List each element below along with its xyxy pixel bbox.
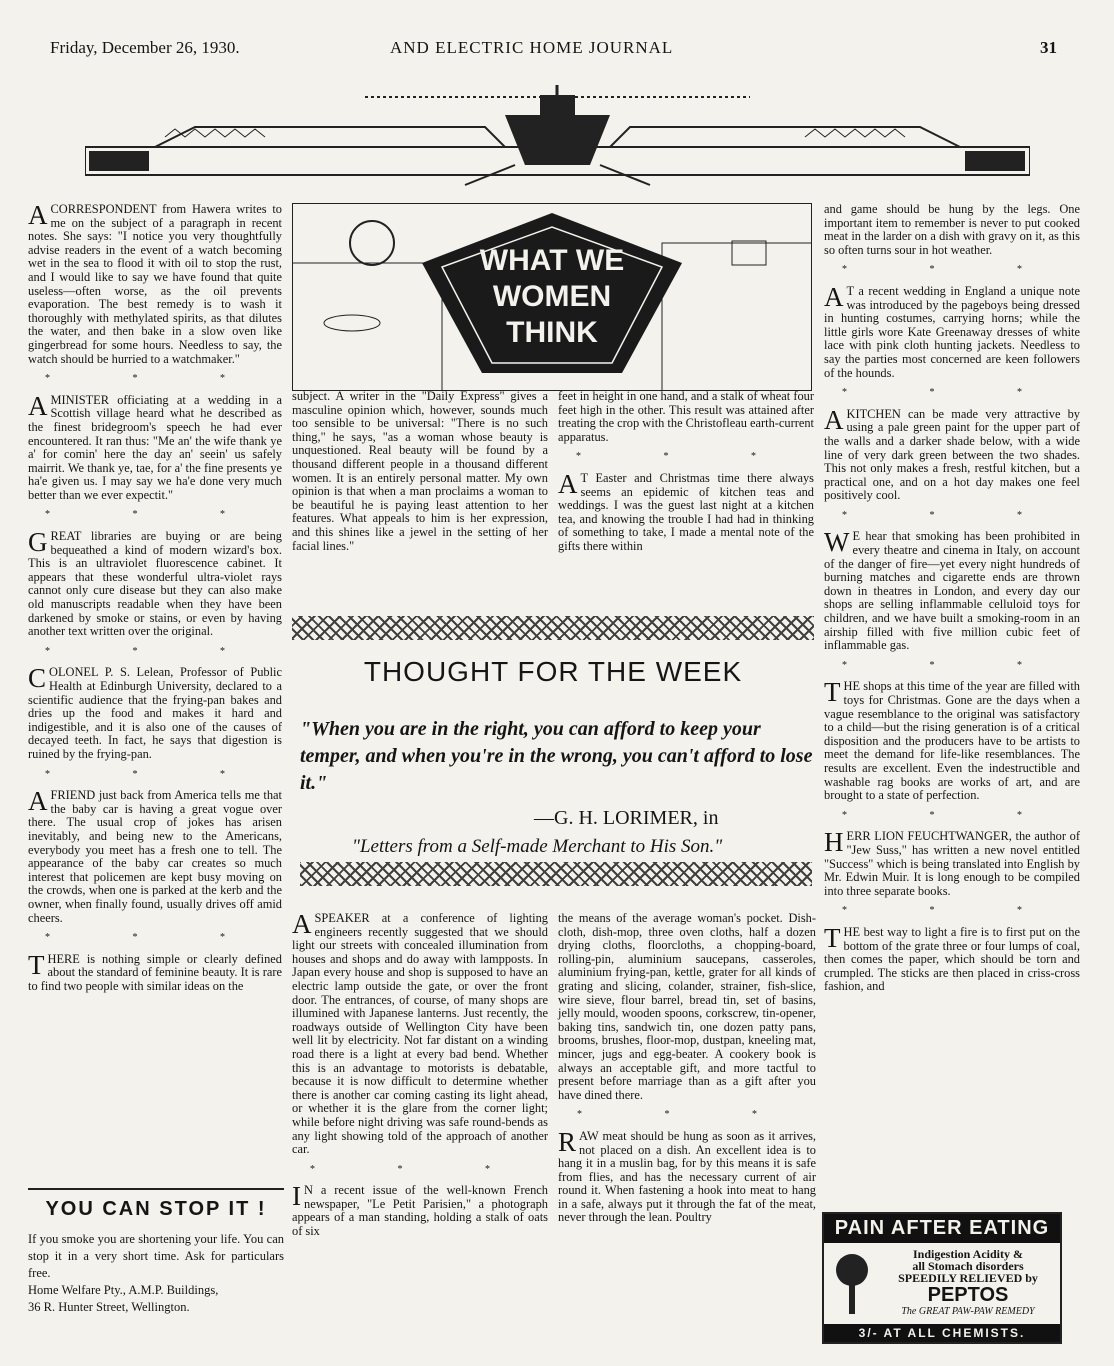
separator-stars: * * * [45,768,265,780]
drop-cap: A [558,468,578,499]
drop-cap: G [28,527,48,558]
article-smoking-italy: E hear that smoking has been prohibited in every theatre and cinema in Italy, on account of the danger of fire—yet every night hundreds of burning matches and cigarette ends are thrown down in theatres in London, and every day our shops are selling inflammable celluloid toys for children, and we have built a smoking-room in an airship filled with five million cubic feet of inflammable gas. [824,529,1080,653]
ad-peptos-title: PAIN AFTER EATING [824,1214,1060,1243]
separator-stars: * * * [842,659,1062,671]
drop-cap: I [292,1181,301,1212]
banner-title [442,243,662,351]
ad-tagline: The GREAT PAW-PAW REMEDY [901,1306,1035,1317]
drop-cap: W [824,527,850,558]
mid-column-2-top [558,390,814,558]
separator-stars: * * * [45,509,265,521]
drop-cap: A [28,786,48,817]
ad-brand: PEPTOS [927,1284,1009,1306]
drop-cap: A [824,404,844,435]
article-kitchen-teas: T Easter and Christmas time there always seems an epidemic of kitchen teas and weddings. I was the guest last night at a kitchen tea, and knowing the trouble I had had in thinking of something to take, I made a mental note of the gifts there within [558,470,814,553]
article-hunting-wedding: T a recent wedding in England a unique note was introduced by the pageboys being dressed in hunting costumes, carrying horns; while the little girls wore Kate Greenaway dresses of white lace with pink cloth hunting jackets. Needless to say the parties most concerned are keen followers of the hounds. [824,283,1080,380]
article-baby-car: FRIEND just back from America tells me that the baby car is having a great vogue over there. The usual crop of jokes has arisen inevitably, and being new to the Americans, everybody you meet has a fresh one to tell. The appearance of the baby car creates so much interest that policemen are kept busy moving on the crowds, when one is parked at the kerb and the owner, when finally found, usually drives off amid cheers. [28,788,282,925]
article-wedding-speech: MINISTER officiating at a wedding in a Scottish village heard what he described as the finest bridegroom's speech he had ever encountered. It ran thus: "Me an' the wife thank ye a' for comin' here the day an' seein' us safely mairrit. We thank ye, tae, for a' the fine presents ye ha'e given us. I may say we ha'e done very much better than we ever expectit." [28,392,282,502]
ornament-band [85,85,1030,195]
article-frying-pan: OLONEL P. S. Lelean, Professor of Public Health at Edinburgh University, declared to a scientific audience that the frying-pan bakes and dries up the food and makes it hard and indigestible, and it is also one of the causes of decayed teeth. In fact, he says that digestion is ruined by the frying-pan. [28,665,282,761]
journal-title: AND ELECTRIC HOME JOURNAL [390,38,674,57]
ad-line: Indigestion Acidity & [912,1247,1023,1261]
separator-stars: * * * [842,387,1062,399]
drop-cap: H [824,827,844,858]
feature-banner [292,203,812,391]
article-french-newspaper: N a recent issue of the well-known French newspaper, "Le Petit Parisien," a photograph appears of a man standing, holding a stalk of oats of six [292,1183,548,1239]
article-game-hanging: and game should be hung by the legs. One important item to remember is never to put cooked meat in the larder on a dish with gravy on it, as this so often turns sour in hot weather. [824,202,1080,257]
ad-address: Home Welfare Pty., A.M.P. Buildings, [28,1283,219,1297]
article-beauty: HERE is nothing simple or clearly defined about the standard of feminine beauty. It is rare to find two people with similar ideas on the [28,951,282,993]
left-column [28,200,282,997]
ad-peptos [822,1212,1062,1344]
drop-cap: C [28,663,47,694]
ad-address: 36 R. Hunter Street, Wellington. [28,1300,190,1314]
article-wheat: feet in height in one hand, and a stalk of wheat four feet high in the other. This result was attained after treating the crop with the Christofleau earth-current apparatus. [558,389,814,444]
separator-stars: * * * [45,645,265,657]
decorative-border-bottom [300,862,812,886]
thought-author: —G. H. LORIMER, in [534,807,719,829]
mid-column-1-bottom [292,909,548,1243]
drop-cap: A [824,281,844,312]
banner-title-line: WHAT WE [479,244,625,277]
paw-paw-tree-icon [830,1250,874,1316]
banner-title-line: THINK [506,316,598,349]
right-column [824,203,1080,998]
separator-stars: * * * [577,1109,797,1121]
separator-stars: * * * [842,905,1062,917]
article-feuchtwanger: ERR LION FEUCHTWANGER, the author of "Jew Suss," has written a new novel entitled "Success" which is being translated into English by Mr. Edwin Muir. It is long enough to be compiled into three separate books. [824,829,1080,898]
ad-title: YOU CAN STOP IT ! [45,1198,267,1220]
separator-stars: * * * [45,932,265,944]
drop-cap: A [28,390,48,421]
article-raw-meat: AW meat should be hung as soon as it arrives, not placed on a dish. An excellent idea is to hang it in a muslin bag, for by this means it is safe from flies, and has the necessary current of air round it. When fastening a hook into meat to hang in a safe, always put it through the fat of the meat, never through the lean. Poultry [558,1128,816,1225]
article-libraries: REAT libraries are buying or are being bequeathed a kind of modern wizard's box. This is an ultraviolet fluorescence cabinet. It appears that these wonderful ultra-violet rays cannot only cure disease but they can also make old manuscripts readable when they have been darkened by smoke or stains, or even by having another text written over the original. [28,529,282,639]
article-beauty-cont: subject. A writer in the "Daily Express" gives a masculine opinion which, however, sounds much too sensible to be universal: "There is no such thing," he says, "as a woman whose beauty is unquestioned. Real beauty will be found by a thousand different people in a thousand different women. It is an entirely personal matter. My own opinion is that when a man proclaims a woman to be beautiful he is paying least attention to her features. What appeals to him is her expression, and this shines like a jewel in the setting of her facial lines." [292,389,548,553]
article-watch: CORRESPONDENT from Hawera writes to me on the subject of a paragraph in recent notes. She says: "I notice you very thoughtfully advise readers in the event of a watch becoming wet in the sea to flood it with oil to stop the rust, and I would like to say we have found that quite useless—often worse, as the oil prevents evaporation. The best remedy is to wash it thoroughly with methylated spirits, as that dilutes the water, and then bake in a slow oven like gingerbread for some hours. Needless to say, the watch should be hurried to a watchmaker." [28,202,282,366]
drop-cap: T [824,677,841,708]
separator-stars: * * * [45,373,265,385]
thought-title: THOUGHT FOR THE WEEK [363,656,743,687]
mid-column-2-bottom [558,912,816,1229]
mid-column-1-top [292,390,548,557]
page-number: 31 [1040,38,1057,57]
drop-cap: T [824,922,841,953]
article-street-lighting: SPEAKER at a conference of lighting engineers recently suggested that we should light our streets with concealed illumination from houses and shops and do away with lampposts. In Japan every house and shop is supposed to have an electric lamp outside the gate, or over the front door. The entrances, of course, of many shops are illumined with Japanese lanterns. Just recently, the roadways outside of Wellington City have been well lit by electricity. Not far distant on a winding road there is a light at every bad bend. Whether this is an advantage to motorists is debatable, because it is now difficult to determine whether there is another car coming casting its light ahead, or whether it is the glare from the corner light; while before night driving was safe round-bends as any light showing told of the approach of another car. [292,911,548,1157]
separator-stars: * * * [842,509,1062,521]
drop-cap: A [28,200,48,230]
separator-stars: * * * [842,809,1062,821]
ad-stop-smoking [28,1188,284,1316]
decorative-border-top [292,616,814,640]
ad-peptos-copy [880,1248,1056,1318]
banner-title-line: WOMEN [492,280,612,313]
header-date: Friday, December 26, 1930. [50,38,240,57]
ad-line: SPEEDILY RELIEVED by [898,1271,1038,1285]
ad-body: If you smoke you are shortening your life. You can stop it in a very short time. Ask for particulars free. [28,1232,284,1280]
thought-source: "Letters from a Self-made Merchant to His Son." [352,836,723,857]
article-light-fire: HE best way to light a fire is to first put on the bottom of the grate three or four lumps of coal, then comes the paper, which should be torn and crumpled. The sticks are then placed in criss-cross fashion, and [824,924,1080,994]
thought-box [292,656,814,858]
separator-stars: * * * [576,451,796,463]
separator-stars: * * * [310,1163,530,1175]
article-christmas-toys: HE shops at this time of the year are filled with toys for Christmas. Gone are the days when a vague resemblance to the original was satisfactory to a child—but the rising generation is of a critical disposition and the producers have to be artists to meet the demand for life-like resemblances. The results are excellent. Even the indestructible and washable rag books are works of art, and are brought to a state of perfection. [824,679,1080,803]
ad-line: all Stomach disorders [912,1259,1024,1273]
thought-quote: "When you are in the right, you can afford to keep your temper, and when you're in the wrong, you can't afford to lose it." [300,718,813,794]
ad-price: 3/- AT ALL CHEMISTS. [824,1324,1060,1342]
article-kitchen-paint: KITCHEN can be made very attractive by using a pale green paint for the upper part of the walls and a darker shade below, with a wide line of very dark green between the two shades. This not only makes a fresh, restful kitchen, but a practical one, and on a hot day makes one feel positively cool. [824,406,1080,503]
article-gift-list: the means of the average woman's pocket. Dish-cloth, dish-mop, three oven cloths, half a dozen drying cloths, floorcloths, a chopping-board, rolling-pin, aluminium saucepans, casseroles, aluminium frying-pan, kettle, grater for all kinds of grating and slicing, colander, strainer, fish-slice, wire sieve, flour barrel, bread tin, set of basins, jelly mould, wooden spoons, corkscrew, tin-opener, baking tins, sandwich tin, one dozen patty pans, brooms, brushes, floor-mop, dustpan, kneeling mat, mincer, jugs and egg-beater. A cookery book is always an acceptable gift, and more tactful to present before marriage than as a gift after you have dined there. [558,911,816,1102]
drop-cap: R [558,1126,577,1157]
drop-cap: A [292,909,312,939]
separator-stars: * * * [842,264,1062,276]
drop-cap: T [28,949,45,980]
